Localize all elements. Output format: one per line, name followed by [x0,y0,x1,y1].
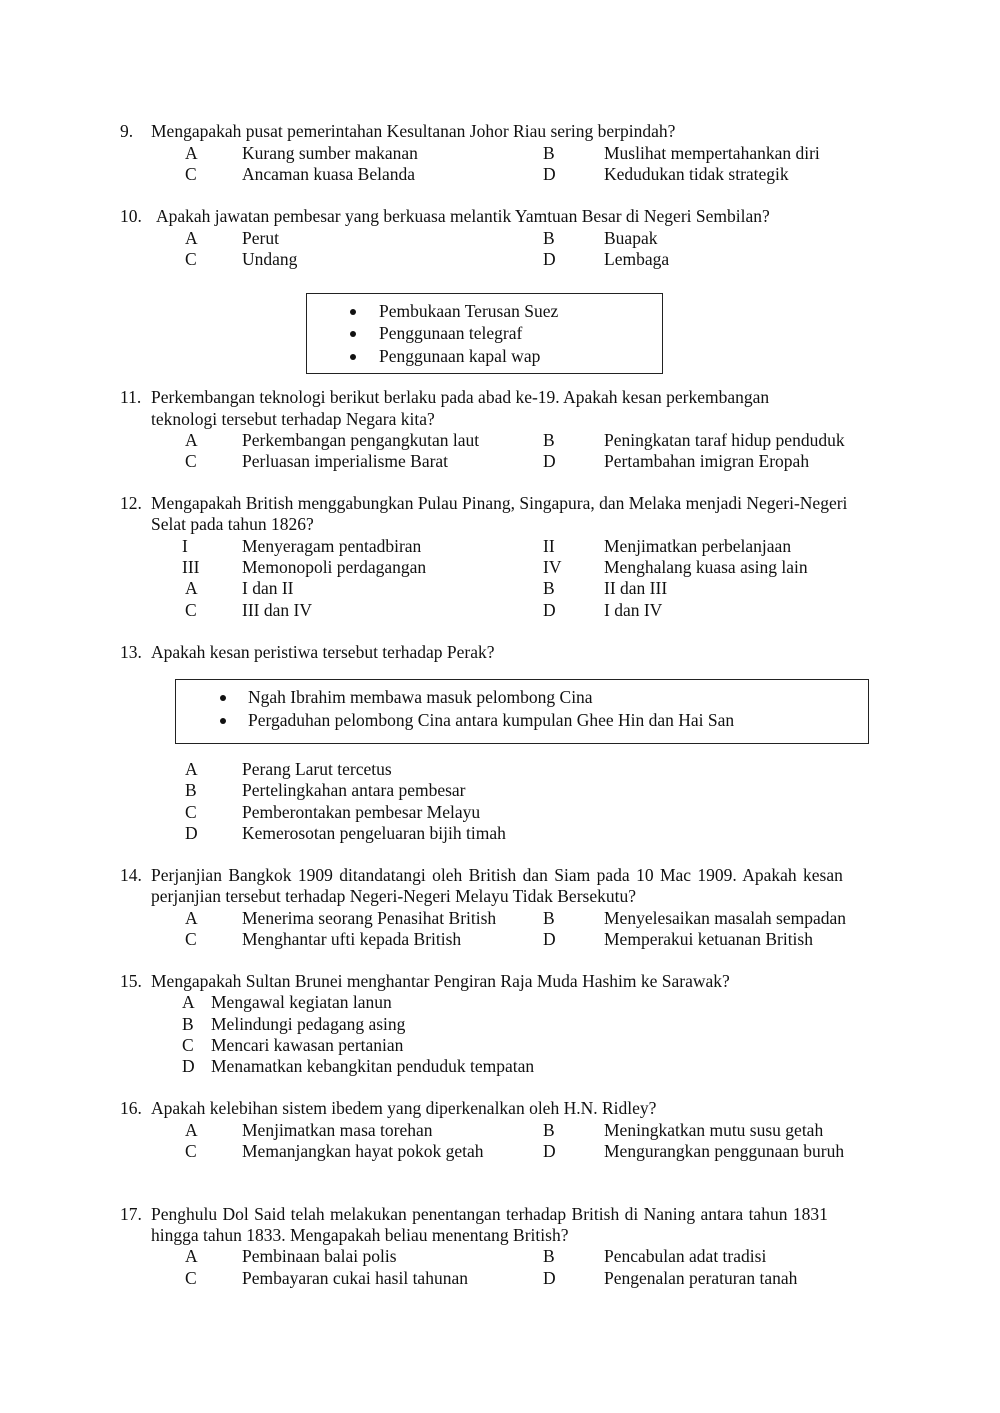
option-letter: D [543,1141,556,1161]
question-text: Penghulu Dol Said telah melakukan penentangan terhadap British di Naning antara tahun 1831 [151,1204,828,1224]
option-letter: C [185,600,197,620]
option-letter: D [182,1056,195,1076]
option-letter: A [185,578,198,598]
option-letter: B [543,228,555,248]
option-c[interactable]: Menghantar ufti kepada British [242,929,462,949]
option-letter: B [543,430,555,450]
option-d[interactable]: Pengenalan peraturan tanah [604,1268,798,1288]
statement-iii: Memonopoli perdagangan [242,557,427,577]
option-letter: D [543,249,556,269]
question-text: Mengapakah Sultan Brunei menghantar Pengiran Raja Muda Hashim ke Sarawak? [151,971,730,991]
option-letter: C [185,929,197,949]
option-letter: B [543,143,555,163]
option-letter: B [543,908,555,928]
option-letter: C [185,249,197,269]
question-text: Perjanjian Bangkok 1909 ditandatangi oleh British dan Siam pada 10 Mac 1909. Apakah kesan [151,865,843,885]
bullet-icon [220,695,226,701]
option-letter: D [543,929,556,949]
stimulus-box [175,679,869,744]
question-text: Perkembangan teknologi berikut berlaku pada abad ke-19. Apakah kesan perkembangan [151,387,770,407]
stimulus-item: Ngah Ibrahim membawa masuk pelombong Cina [248,687,593,707]
option-d[interactable]: Menamatkan kebangkitan penduduk tempatan [211,1056,535,1076]
stimulus-item: Pembukaan Terusan Suez [379,301,559,321]
option-a[interactable]: Perang Larut tercetus [242,759,392,779]
question-text: Apakah kelebihan sistem ibedem yang diperkenalkan oleh H.N. Ridley? [151,1098,657,1118]
option-letter: D [543,164,556,184]
option-letter: A [185,759,198,779]
question-number: 14. [120,865,142,885]
option-letter: B [185,780,197,800]
question-number: 11. [120,387,142,407]
question-number: 13. [120,642,142,662]
option-d[interactable]: Lembaga [604,249,670,269]
question-text: Mengapakah pusat pemerintahan Kesultanan Johor Riau sering berpindah? [151,121,676,141]
option-letter: A [185,1246,198,1266]
stimulus-item: Penggunaan kapal wap [379,346,541,366]
option-b[interactable]: Muslihat mempertahankan diri [604,143,820,163]
option-d[interactable]: Mengurangkan penggunaan buruh [604,1141,845,1161]
option-c[interactable]: Ancaman kuasa Belanda [242,164,415,184]
option-letter: A [185,228,198,248]
statement-label: III [182,557,200,577]
option-d[interactable]: Pertambahan imigran Eropah [604,451,810,471]
option-b[interactable]: Buapak [604,228,658,248]
option-letter: C [185,164,197,184]
question-text: perjanjian tersebut terhadap Negeri-Negeri Melayu Tidak Bersekutu? [151,886,636,906]
question-text: Mengapakah British menggabungkan Pulau Pinang, Singapura, dan Melaka menjadi Negeri-Negeri [151,493,848,513]
statement-label: II [543,536,555,556]
option-d[interactable]: Kedudukan tidak strategik [604,164,789,184]
option-letter: C [185,1141,197,1161]
bullet-icon [350,354,356,360]
statement-label: IV [543,557,562,577]
option-c[interactable]: Undang [242,249,298,269]
option-letter: C [185,451,197,471]
option-letter: D [185,823,198,843]
option-c[interactable]: Pemberontakan pembesar Melayu [242,802,481,822]
option-c[interactable]: III dan IV [242,600,312,620]
option-d[interactable]: Kemerosotan pengeluaran bijih timah [242,823,506,843]
option-letter: A [185,430,198,450]
option-letter: B [182,1014,194,1034]
bullet-icon [350,309,356,315]
option-letter: A [185,908,198,928]
question-text: Selat pada tahun 1826? [151,514,314,534]
option-c[interactable]: Pembayaran cukai hasil tahunan [242,1268,468,1288]
bullet-icon [220,718,226,724]
option-a[interactable]: Menjimatkan masa torehan [242,1120,433,1140]
option-b[interactable]: Meningkatkan mutu susu getah [604,1120,824,1140]
question-text: Apakah jawatan pembesar yang berkuasa melantik Yamtuan Besar di Negeri Sembilan? [156,206,770,226]
statement-ii: Menjimatkan perbelanjaan [604,536,792,556]
option-letter: D [543,600,556,620]
question-text: hingga tahun 1833. Mengapakah beliau menentang British? [151,1225,569,1245]
option-b[interactable]: Peningkatan taraf hidup penduduk [604,430,845,450]
question-number: 10. [120,206,142,226]
option-d[interactable]: I dan IV [604,600,663,620]
option-letter: C [182,1035,194,1055]
option-b[interactable]: Pertelingkahan antara pembesar [242,780,466,800]
option-letter: A [185,143,198,163]
question-number: 16. [120,1098,142,1118]
option-c[interactable]: Perluasan imperialisme Barat [242,451,449,471]
option-a[interactable]: Pembinaan balai polis [242,1246,397,1266]
option-letter: D [543,1268,556,1288]
option-letter: B [543,1246,555,1266]
option-letter: D [543,451,556,471]
statement-iv: Menghalang kuasa asing lain [604,557,808,577]
statement-label: I [182,536,188,556]
option-letter: C [185,1268,197,1288]
option-a[interactable]: Perut [242,228,279,248]
bullet-icon [350,331,356,337]
option-letter: A [182,992,195,1012]
option-d[interactable]: Memperakui ketuanan British [604,929,813,949]
option-letter: C [185,802,197,822]
question-text: Apakah kesan peristiwa tersebut terhadap Perak? [151,642,495,662]
option-b[interactable]: Pencabulan adat tradisi [604,1246,767,1266]
statement-i: Menyeragam pentadbiran [242,536,422,556]
option-a[interactable]: I dan II [242,578,294,598]
question-number: 17. [120,1204,142,1224]
option-letter: B [543,1120,555,1140]
option-b[interactable]: Menyelesaikan masalah sempadan [604,908,846,928]
option-letter: A [185,1120,198,1140]
question-number: 9. [120,121,134,141]
stimulus-item: Penggunaan telegraf [379,323,523,343]
option-a[interactable]: Kurang sumber makanan [242,143,418,163]
question-number: 12. [120,493,142,513]
stimulus-box [306,293,663,374]
question-number: 15. [120,971,142,991]
option-letter: B [543,578,555,598]
option-a[interactable]: Perkembangan pengangkutan laut [242,430,480,450]
option-a[interactable]: Menerima seorang Penasihat British [242,908,497,928]
question-text: teknologi tersebut terhadap Negara kita? [151,409,435,429]
option-c[interactable]: Memanjangkan hayat pokok getah [242,1141,484,1161]
option-c[interactable]: Mencari kawasan pertanian [211,1035,404,1055]
option-a[interactable]: Mengawal kegiatan lanun [211,992,392,1012]
stimulus-item: Pergaduhan pelombong Cina antara kumpulan Ghee Hin dan Hai San [248,710,735,730]
option-b[interactable]: II dan III [604,578,668,598]
option-b[interactable]: Melindungi pedagang asing [211,1014,406,1034]
